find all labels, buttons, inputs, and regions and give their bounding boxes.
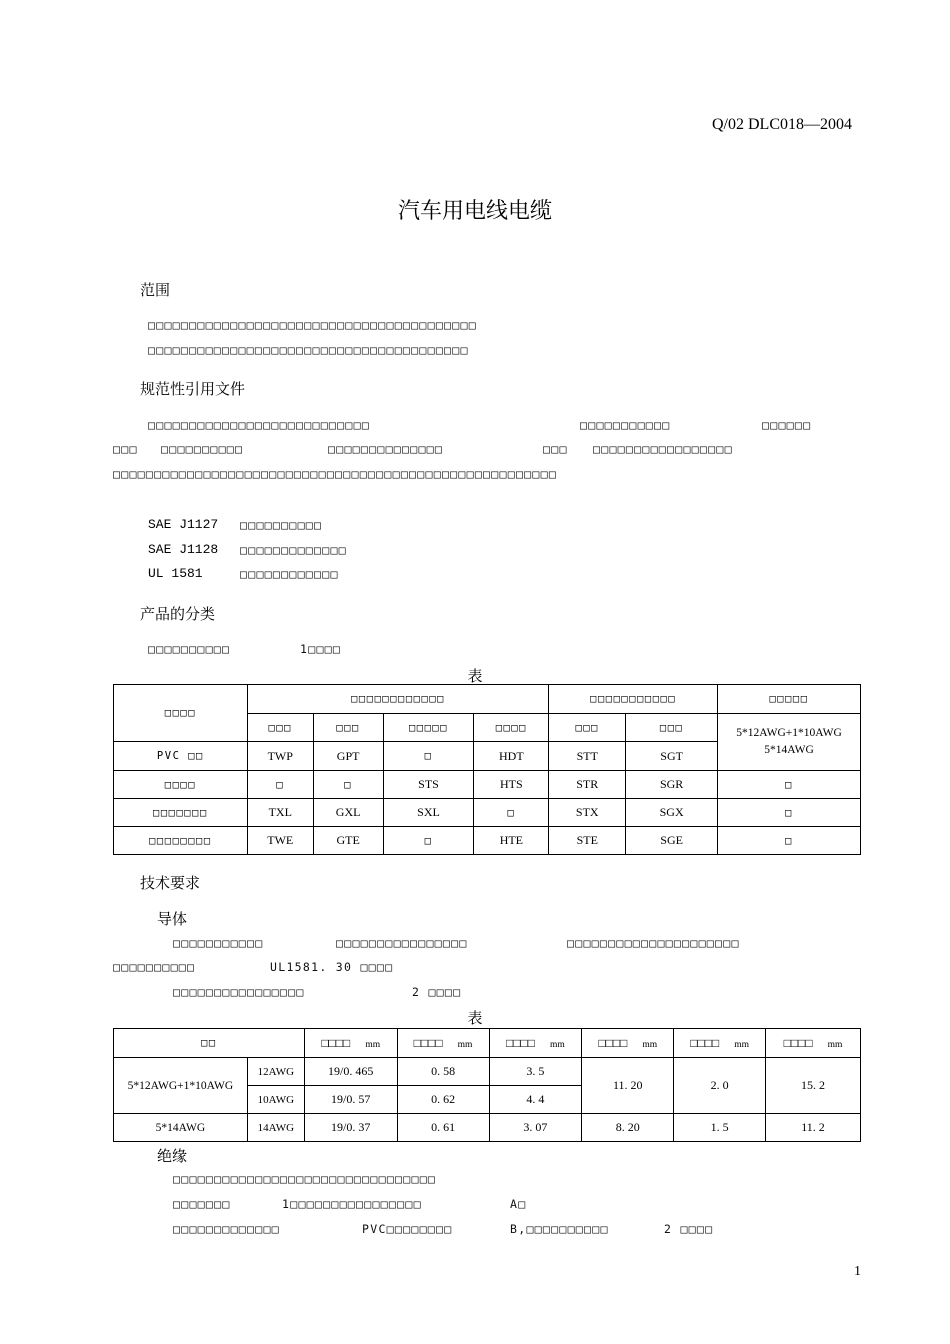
t1-row-name: □□□□□□□ [114,799,248,827]
subheading-conductor: 导体 [157,910,188,928]
t2-header-model: □□ [114,1029,305,1058]
table-cell: 8. 20 [582,1114,674,1142]
table-cell: 1. 5 [674,1114,766,1142]
t1-header-group2: □□□□□□□□□□□ [549,685,718,714]
cond-text-3a: □□□□□□□□□□□□□□□□ [173,985,305,999]
ins-text-2c: A□ [510,1197,527,1211]
table-cell: □ [474,799,549,827]
t2-header [489,1029,582,1058]
t1-header-type: □□□□ [114,685,248,742]
table-cell: 3. 5 [489,1058,582,1086]
table-cell: 19/0. 37 [304,1114,397,1142]
table-cell: SGE [626,827,718,855]
table-cell: □ [718,799,861,827]
conductor-table [113,1028,861,1142]
section-heading-scope: 范围 [140,281,171,299]
table-row [114,827,861,855]
table-cell: □ [313,771,383,799]
table-row [114,1058,861,1086]
table-cell: HTE [474,827,549,855]
std-name-3: □□□□□□□□□□□□ [240,567,339,581]
table-cell: 19/0. 465 [304,1058,397,1086]
refs-text-1c: □□□□□□ [762,418,812,432]
ins-text-3b: PVC□□□□□□□□ [362,1222,453,1236]
table-cell: HTS [474,771,549,799]
subheading-insulation: 绝缘 [157,1147,188,1165]
table-cell: 11. 2 [766,1114,861,1142]
std-name-1: □□□□□□□□□□ [240,518,323,532]
refs-text-1a: □□□□□□□□□□□□□□□□□□□□□□□□□□□ [148,418,371,432]
t1-subheader: □□□□ [474,714,549,742]
t1-spec-values [718,714,861,771]
table-row [114,799,861,827]
table-cell: STS [383,771,474,799]
t2-header-text: □□□□ [321,1035,351,1050]
scope-text-line-2: □□□□□□□□□□□□□□□□□□□□□□□□□□□□□□□□□□□□□□□ [148,343,469,357]
scope-text-line-1: □□□□□□□□□□□□□□□□□□□□□□□□□□□□□□□□□□□□□□□□ [148,318,477,332]
refs-text-2d: □□□ [543,442,568,456]
cond-text-2b: UL1581. 30 □□□□ [270,960,394,974]
refs-text-2c: □□□□□□□□□□□□□□ [328,442,444,456]
std-code-1: SAE J1127 [148,517,219,532]
table-cell: 19/0. 57 [304,1086,397,1114]
table-cell: SGT [626,742,718,771]
table-cell: 2. 0 [674,1058,766,1114]
class-text-a: □□□□□□□□□□ [148,642,231,656]
t1-subheader: □□□ [247,714,313,742]
ins-text-3a: □□□□□□□□□□□□□ [173,1222,280,1236]
t1-subheader: □□□□□ [383,714,474,742]
std-code-2: SAE J1128 [148,542,219,557]
table-cell: 0. 61 [397,1114,489,1142]
t1-subheader: □□□ [549,714,626,742]
table-cell: □ [383,742,474,771]
table-cell: GTE [313,827,383,855]
table-cell: SGR [626,771,718,799]
table-cell: 4. 4 [489,1086,582,1114]
t2-model-name: 5*14AWG [114,1114,248,1142]
table-cell: TXL [247,799,313,827]
table-cell: STT [549,742,626,771]
refs-text-2e: □□□□□□□□□□□□□□□□□ [593,442,733,456]
cond-text-1c: □□□□□□□□□□□□□□□□□□□□□ [567,936,740,950]
t2-header-unit: mm [365,1039,381,1050]
t1-subheader: □□□ [313,714,383,742]
t2-header [674,1029,766,1058]
t2-header-text: □□□□ [598,1035,628,1050]
t1-spec-value-2: 5*14AWG [764,744,814,756]
t2-header-text: □□□□ [506,1035,536,1050]
table-cell: GXL [313,799,383,827]
page-number: 1 [854,1264,861,1279]
t2-header-unit: mm [827,1039,843,1050]
table-cell: STX [549,799,626,827]
table-cell: 10AWG [247,1086,304,1114]
t1-header-spec: □□□□□ [718,685,861,714]
table-cell: GPT [313,742,383,771]
t2-header-unit: mm [734,1039,750,1050]
t2-header-unit: mm [457,1039,473,1050]
table-cell: 15. 2 [766,1058,861,1114]
t2-model-name: 5*12AWG+1*10AWG [114,1058,248,1114]
classification-table [113,684,861,855]
t1-header-group1: □□□□□□□□□□□□ [247,685,549,714]
table-cell: TWE [247,827,313,855]
ins-text-3c: B,□□□□□□□□□□ [510,1222,609,1236]
section-heading-tech: 技术要求 [140,874,201,892]
t2-header-text: □□□□ [783,1035,813,1050]
t1-row-name: PVC □□ [114,742,248,771]
cond-text-2a: □□□□□□□□□□ [113,960,196,974]
table-cell: □ [718,771,861,799]
t1-subheader: □□□ [626,714,718,742]
document-title: 汽车用电线电缆 [397,199,552,224]
document-code: Q/02 DLC018—2004 [712,116,852,133]
table-cell: STE [549,827,626,855]
table-cell: 0. 62 [397,1086,489,1114]
refs-text-2a: □□□ [113,442,138,456]
t1-spec-value-1: 5*12AWG+1*10AWG [736,727,842,739]
table-cell: □ [383,827,474,855]
table-cell: 14AWG [247,1114,304,1142]
refs-text-2b: □□□□□□□□□□ [161,442,244,456]
t2-header [397,1029,489,1058]
t2-header-text: □□□□ [690,1035,720,1050]
ins-text-2b: 1□□□□□□□□□□□□□□□□ [282,1197,422,1211]
table-cell: □ [247,771,313,799]
t2-header-text: □□□□ [413,1035,443,1050]
table-cell: TWP [247,742,313,771]
refs-text-1b: □□□□□□□□□□□ [580,418,671,432]
table-cell: □ [718,827,861,855]
table-cell: 3. 07 [489,1114,582,1142]
table-cell: 0. 58 [397,1058,489,1086]
std-code-3: UL 1581 [148,566,203,581]
t1-row-name: □□□□ [114,771,248,799]
t1-row-name: □□□□□□□□ [114,827,248,855]
ins-text-1: □□□□□□□□□□□□□□□□□□□□□□□□□□□□□□□□ [173,1172,437,1186]
ins-text-3d: 2 □□□□ [664,1222,714,1236]
table-row [114,771,861,799]
t2-header-unit: mm [642,1039,658,1050]
table-cell: 11. 20 [582,1058,674,1114]
table-cell: HDT [474,742,549,771]
refs-text-3: □□□□□□□□□□□□□□□□□□□□□□□□□□□□□□□□□□□□□□□□□□□□□□□□□□□□□□ [113,467,558,481]
cond-text-1b: □□□□□□□□□□□□□□□□ [336,936,468,950]
table-cell: STR [549,771,626,799]
table-cell: 12AWG [247,1058,304,1086]
std-name-2: □□□□□□□□□□□□□ [240,543,347,557]
t2-header [304,1029,397,1058]
table2-caption: 表 [467,1009,483,1027]
table-cell: SGX [626,799,718,827]
table-row [114,1114,861,1142]
cond-text-3b: 2 □□□□ [412,985,462,999]
ins-text-2a: □□□□□□□ [173,1197,231,1211]
table-cell: SXL [383,799,474,827]
section-heading-references: 规范性引用文件 [140,380,246,398]
t2-header [582,1029,674,1058]
t2-header-unit: mm [550,1039,565,1050]
t2-header [766,1029,861,1058]
table1-caption: 表 [467,667,483,685]
section-heading-classification: 产品的分类 [140,605,216,623]
class-text-b: 1□□□□ [300,642,342,656]
cond-text-1a: □□□□□□□□□□□ [173,936,264,950]
